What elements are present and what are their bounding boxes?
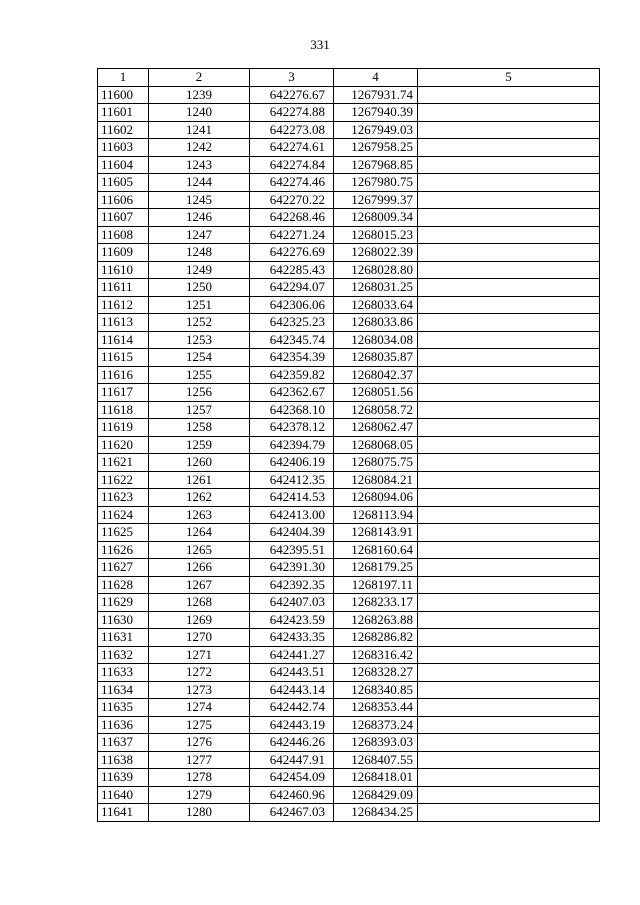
x-coordinate-cell: 642423.59: [250, 611, 334, 629]
note-cell: [418, 786, 600, 804]
note-cell: [418, 191, 600, 209]
note-cell: [418, 104, 600, 122]
column-header-2: 2: [149, 69, 250, 87]
table-row: [98, 471, 600, 489]
y-coordinate-cell: 1268028.80: [334, 261, 418, 279]
note-cell: [418, 436, 600, 454]
note-cell: [418, 366, 600, 384]
note-cell: [418, 226, 600, 244]
note-cell: [418, 156, 600, 174]
point-number-cell: 11638: [98, 751, 149, 769]
point-number-cell: 11625: [98, 524, 149, 542]
x-coordinate-cell: 642441.27: [250, 646, 334, 664]
table-row: [98, 681, 600, 699]
note-cell: [418, 454, 600, 472]
point-number-cell: 11611: [98, 279, 149, 297]
note-cell: [418, 471, 600, 489]
point-number-cell: 11605: [98, 174, 149, 192]
x-coordinate-cell: 642407.03: [250, 594, 334, 612]
y-coordinate-cell: 1267958.25: [334, 139, 418, 157]
sequence-number-cell: 1262: [149, 489, 250, 507]
point-number-cell: 11622: [98, 471, 149, 489]
note-cell: [418, 681, 600, 699]
point-number-cell: 11608: [98, 226, 149, 244]
y-coordinate-cell: 1268340.85: [334, 681, 418, 699]
note-cell: [418, 384, 600, 402]
table-row: [98, 786, 600, 804]
sequence-number-cell: 1252: [149, 314, 250, 332]
y-coordinate-cell: 1268075.75: [334, 454, 418, 472]
table-row: [98, 436, 600, 454]
x-coordinate-cell: 642276.69: [250, 244, 334, 262]
sequence-number-cell: 1271: [149, 646, 250, 664]
sequence-number-cell: 1266: [149, 559, 250, 577]
note-cell: [418, 314, 600, 332]
point-number-cell: 11629: [98, 594, 149, 612]
x-coordinate-cell: 642395.51: [250, 541, 334, 559]
y-coordinate-cell: 1268353.44: [334, 699, 418, 717]
y-coordinate-cell: 1268197.11: [334, 576, 418, 594]
x-coordinate-cell: 642274.88: [250, 104, 334, 122]
note-cell: [418, 419, 600, 437]
header-row: [98, 69, 600, 87]
point-number-cell: 11616: [98, 366, 149, 384]
x-coordinate-cell: 642414.53: [250, 489, 334, 507]
note-cell: [418, 401, 600, 419]
y-coordinate-cell: 1268263.88: [334, 611, 418, 629]
table-row: [98, 524, 600, 542]
x-coordinate-cell: 642394.79: [250, 436, 334, 454]
point-number-cell: 11606: [98, 191, 149, 209]
point-number-cell: 11613: [98, 314, 149, 332]
y-coordinate-cell: 1268160.64: [334, 541, 418, 559]
y-coordinate-cell: 1267940.39: [334, 104, 418, 122]
note-cell: [418, 86, 600, 104]
sequence-number-cell: 1267: [149, 576, 250, 594]
y-coordinate-cell: 1268068.05: [334, 436, 418, 454]
y-coordinate-cell: 1268031.25: [334, 279, 418, 297]
x-coordinate-cell: 642271.24: [250, 226, 334, 244]
table-row: [98, 209, 600, 227]
table-row: [98, 314, 600, 332]
note-cell: [418, 209, 600, 227]
x-coordinate-cell: 642354.39: [250, 349, 334, 367]
note-cell: [418, 734, 600, 752]
x-coordinate-cell: 642413.00: [250, 506, 334, 524]
x-coordinate-cell: 642443.51: [250, 664, 334, 682]
sequence-number-cell: 1244: [149, 174, 250, 192]
sequence-number-cell: 1258: [149, 419, 250, 437]
point-number-cell: 11626: [98, 541, 149, 559]
column-header-3: 3: [250, 69, 334, 87]
note-cell: [418, 121, 600, 139]
point-number-cell: 11636: [98, 716, 149, 734]
point-number-cell: 11612: [98, 296, 149, 314]
note-cell: [418, 524, 600, 542]
sequence-number-cell: 1264: [149, 524, 250, 542]
note-cell: [418, 716, 600, 734]
table-row: [98, 611, 600, 629]
table-row: [98, 226, 600, 244]
x-coordinate-cell: 642268.46: [250, 209, 334, 227]
point-number-cell: 11637: [98, 734, 149, 752]
x-coordinate-cell: 642442.74: [250, 699, 334, 717]
sequence-number-cell: 1242: [149, 139, 250, 157]
x-coordinate-cell: 642443.14: [250, 681, 334, 699]
x-coordinate-cell: 642270.22: [250, 191, 334, 209]
sequence-number-cell: 1273: [149, 681, 250, 699]
x-coordinate-cell: 642412.35: [250, 471, 334, 489]
table-row: [98, 734, 600, 752]
point-number-cell: 11617: [98, 384, 149, 402]
y-coordinate-cell: 1268058.72: [334, 401, 418, 419]
table-row: [98, 716, 600, 734]
sequence-number-cell: 1250: [149, 279, 250, 297]
x-coordinate-cell: 642447.91: [250, 751, 334, 769]
y-coordinate-cell: 1268233.17: [334, 594, 418, 612]
y-coordinate-cell: 1268051.56: [334, 384, 418, 402]
x-coordinate-cell: 642345.74: [250, 331, 334, 349]
table-row: [98, 769, 600, 787]
x-coordinate-cell: 642443.19: [250, 716, 334, 734]
x-coordinate-cell: 642276.67: [250, 86, 334, 104]
x-coordinate-cell: 642273.08: [250, 121, 334, 139]
point-number-cell: 11614: [98, 331, 149, 349]
point-number-cell: 11607: [98, 209, 149, 227]
table-row: [98, 156, 600, 174]
table-row: [98, 506, 600, 524]
point-number-cell: 11615: [98, 349, 149, 367]
table-row: [98, 629, 600, 647]
point-number-cell: 11634: [98, 681, 149, 699]
coordinates-table: [97, 68, 600, 822]
x-coordinate-cell: 642454.09: [250, 769, 334, 787]
y-coordinate-cell: 1268393.03: [334, 734, 418, 752]
point-number-cell: 11640: [98, 786, 149, 804]
note-cell: [418, 261, 600, 279]
note-cell: [418, 804, 600, 822]
table-row: [98, 139, 600, 157]
note-cell: [418, 506, 600, 524]
point-number-cell: 11628: [98, 576, 149, 594]
sequence-number-cell: 1249: [149, 261, 250, 279]
point-number-cell: 11609: [98, 244, 149, 262]
y-coordinate-cell: 1268062.47: [334, 419, 418, 437]
y-coordinate-cell: 1268033.86: [334, 314, 418, 332]
x-coordinate-cell: 642274.84: [250, 156, 334, 174]
y-coordinate-cell: 1268042.37: [334, 366, 418, 384]
point-number-cell: 11639: [98, 769, 149, 787]
table-row: [98, 191, 600, 209]
note-cell: [418, 594, 600, 612]
sequence-number-cell: 1256: [149, 384, 250, 402]
note-cell: [418, 541, 600, 559]
y-coordinate-cell: 1268429.09: [334, 786, 418, 804]
sequence-number-cell: 1260: [149, 454, 250, 472]
column-header-1: 1: [98, 69, 149, 87]
y-coordinate-cell: 1268015.23: [334, 226, 418, 244]
x-coordinate-cell: 642294.07: [250, 279, 334, 297]
x-coordinate-cell: 642359.82: [250, 366, 334, 384]
sequence-number-cell: 1247: [149, 226, 250, 244]
sequence-number-cell: 1278: [149, 769, 250, 787]
x-coordinate-cell: 642274.61: [250, 139, 334, 157]
sequence-number-cell: 1261: [149, 471, 250, 489]
point-number-cell: 11632: [98, 646, 149, 664]
table-row: [98, 664, 600, 682]
note-cell: [418, 629, 600, 647]
note-cell: [418, 279, 600, 297]
sequence-number-cell: 1246: [149, 209, 250, 227]
table-row: [98, 244, 600, 262]
table-row: [98, 804, 600, 822]
sequence-number-cell: 1280: [149, 804, 250, 822]
table-row: [98, 489, 600, 507]
table-row: [98, 559, 600, 577]
note-cell: [418, 139, 600, 157]
y-coordinate-cell: 1267931.74: [334, 86, 418, 104]
table-row: [98, 331, 600, 349]
table-row: [98, 699, 600, 717]
x-coordinate-cell: 642404.39: [250, 524, 334, 542]
x-coordinate-cell: 642362.67: [250, 384, 334, 402]
point-number-cell: 11624: [98, 506, 149, 524]
note-cell: [418, 576, 600, 594]
y-coordinate-cell: 1268009.34: [334, 209, 418, 227]
y-coordinate-cell: 1268286.82: [334, 629, 418, 647]
sequence-number-cell: 1255: [149, 366, 250, 384]
y-coordinate-cell: 1268328.27: [334, 664, 418, 682]
point-number-cell: 11604: [98, 156, 149, 174]
x-coordinate-cell: 642467.03: [250, 804, 334, 822]
y-coordinate-cell: 1268407.55: [334, 751, 418, 769]
table-row: [98, 401, 600, 419]
sequence-number-cell: 1240: [149, 104, 250, 122]
point-number-cell: 11603: [98, 139, 149, 157]
x-coordinate-cell: 642368.10: [250, 401, 334, 419]
sequence-number-cell: 1245: [149, 191, 250, 209]
sequence-number-cell: 1269: [149, 611, 250, 629]
y-coordinate-cell: 1268034.08: [334, 331, 418, 349]
sequence-number-cell: 1259: [149, 436, 250, 454]
point-number-cell: 11620: [98, 436, 149, 454]
y-coordinate-cell: 1268316.42: [334, 646, 418, 664]
sequence-number-cell: 1257: [149, 401, 250, 419]
y-coordinate-cell: 1268094.06: [334, 489, 418, 507]
x-coordinate-cell: 642274.46: [250, 174, 334, 192]
column-header-4: 4: [334, 69, 418, 87]
table-row: [98, 646, 600, 664]
table-row: [98, 384, 600, 402]
note-cell: [418, 296, 600, 314]
y-coordinate-cell: 1267999.37: [334, 191, 418, 209]
table-row: [98, 366, 600, 384]
column-header-5: 5: [418, 69, 600, 87]
table-row: [98, 419, 600, 437]
sequence-number-cell: 1268: [149, 594, 250, 612]
table-row: [98, 121, 600, 139]
sequence-number-cell: 1274: [149, 699, 250, 717]
table-header: [98, 69, 600, 87]
note-cell: [418, 646, 600, 664]
x-coordinate-cell: 642460.96: [250, 786, 334, 804]
sequence-number-cell: 1251: [149, 296, 250, 314]
y-coordinate-cell: 1268113.94: [334, 506, 418, 524]
page-number: 331: [310, 37, 330, 52]
point-number-cell: 11619: [98, 419, 149, 437]
x-coordinate-cell: 642325.23: [250, 314, 334, 332]
table-row: [98, 104, 600, 122]
note-cell: [418, 349, 600, 367]
table-row: [98, 349, 600, 367]
x-coordinate-cell: 642391.30: [250, 559, 334, 577]
x-coordinate-cell: 642306.06: [250, 296, 334, 314]
x-coordinate-cell: 642433.35: [250, 629, 334, 647]
note-cell: [418, 769, 600, 787]
table-row: [98, 751, 600, 769]
table-row: [98, 541, 600, 559]
y-coordinate-cell: 1268084.21: [334, 471, 418, 489]
x-coordinate-cell: 642285.43: [250, 261, 334, 279]
x-coordinate-cell: 642406.19: [250, 454, 334, 472]
y-coordinate-cell: 1268179.25: [334, 559, 418, 577]
sequence-number-cell: 1263: [149, 506, 250, 524]
sequence-number-cell: 1241: [149, 121, 250, 139]
table-row: [98, 174, 600, 192]
point-number-cell: 11621: [98, 454, 149, 472]
y-coordinate-cell: 1268434.25: [334, 804, 418, 822]
sequence-number-cell: 1254: [149, 349, 250, 367]
point-number-cell: 11623: [98, 489, 149, 507]
x-coordinate-cell: 642446.26: [250, 734, 334, 752]
note-cell: [418, 611, 600, 629]
point-number-cell: 11602: [98, 121, 149, 139]
y-coordinate-cell: 1267949.03: [334, 121, 418, 139]
point-number-cell: 11633: [98, 664, 149, 682]
note-cell: [418, 174, 600, 192]
table-row: [98, 576, 600, 594]
point-number-cell: 11641: [98, 804, 149, 822]
sequence-number-cell: 1276: [149, 734, 250, 752]
y-coordinate-cell: 1268373.24: [334, 716, 418, 734]
y-coordinate-cell: 1268035.87: [334, 349, 418, 367]
x-coordinate-cell: 642378.12: [250, 419, 334, 437]
y-coordinate-cell: 1267968.85: [334, 156, 418, 174]
sequence-number-cell: 1248: [149, 244, 250, 262]
sequence-number-cell: 1272: [149, 664, 250, 682]
note-cell: [418, 751, 600, 769]
point-number-cell: 11600: [98, 86, 149, 104]
point-number-cell: 11635: [98, 699, 149, 717]
note-cell: [418, 244, 600, 262]
note-cell: [418, 331, 600, 349]
note-cell: [418, 699, 600, 717]
point-number-cell: 11627: [98, 559, 149, 577]
table-row: [98, 454, 600, 472]
note-cell: [418, 664, 600, 682]
sequence-number-cell: 1243: [149, 156, 250, 174]
table-row: [98, 279, 600, 297]
table-body: [98, 86, 600, 821]
table-row: [98, 594, 600, 612]
point-number-cell: 11610: [98, 261, 149, 279]
y-coordinate-cell: 1268022.39: [334, 244, 418, 262]
y-coordinate-cell: 1268143.91: [334, 524, 418, 542]
point-number-cell: 11631: [98, 629, 149, 647]
x-coordinate-cell: 642392.35: [250, 576, 334, 594]
note-cell: [418, 489, 600, 507]
y-coordinate-cell: 1268033.64: [334, 296, 418, 314]
point-number-cell: 11601: [98, 104, 149, 122]
sequence-number-cell: 1275: [149, 716, 250, 734]
point-number-cell: 11618: [98, 401, 149, 419]
sequence-number-cell: 1279: [149, 786, 250, 804]
note-cell: [418, 559, 600, 577]
sequence-number-cell: 1253: [149, 331, 250, 349]
table-row: [98, 296, 600, 314]
y-coordinate-cell: 1267980.75: [334, 174, 418, 192]
sequence-number-cell: 1239: [149, 86, 250, 104]
sequence-number-cell: 1277: [149, 751, 250, 769]
y-coordinate-cell: 1268418.01: [334, 769, 418, 787]
sequence-number-cell: 1265: [149, 541, 250, 559]
sequence-number-cell: 1270: [149, 629, 250, 647]
table-row: [98, 261, 600, 279]
table-row: [98, 86, 600, 104]
point-number-cell: 11630: [98, 611, 149, 629]
